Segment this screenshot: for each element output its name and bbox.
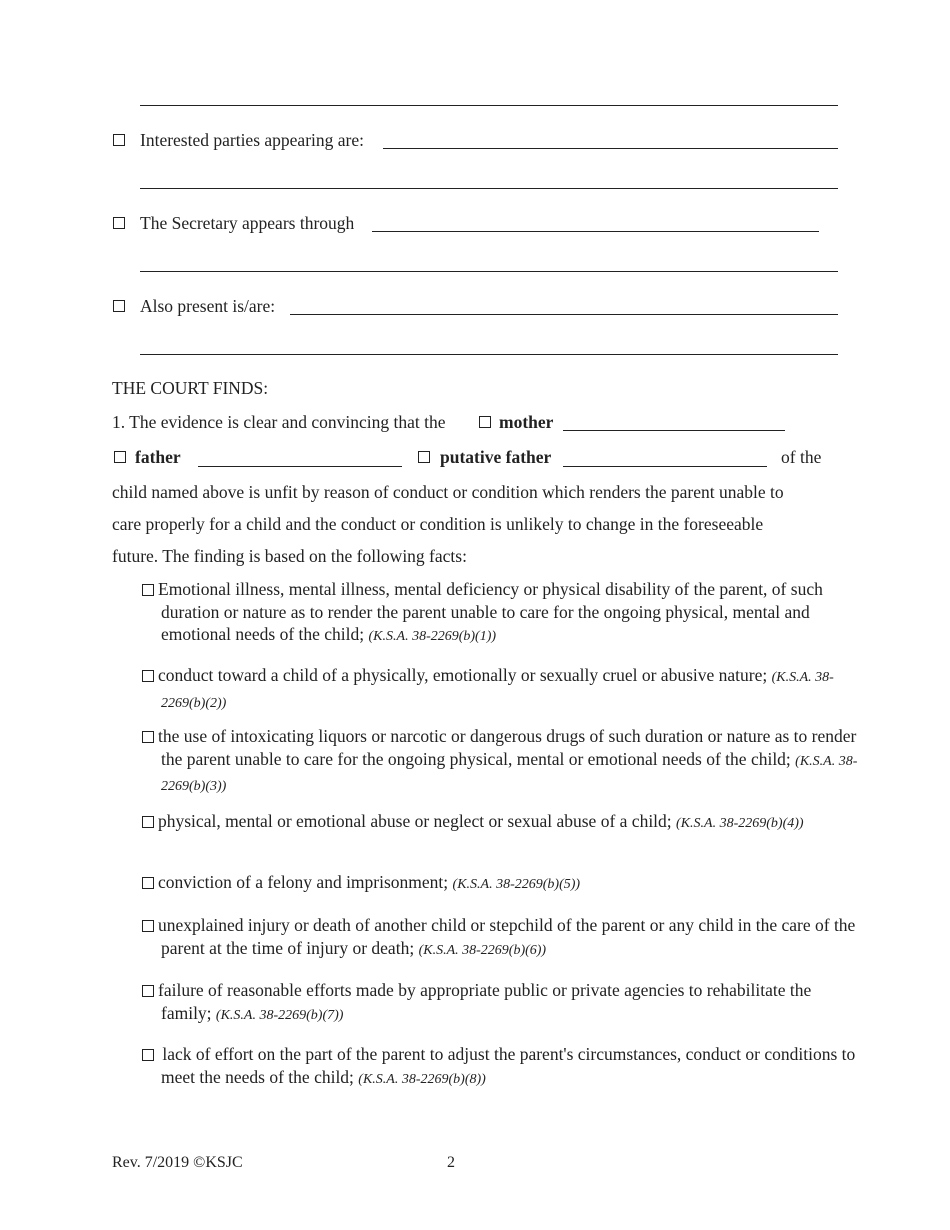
also-present-label: Also present is/are: xyxy=(140,296,276,316)
interested-parties-line[interactable] xyxy=(383,148,838,149)
fact-checkbox-4[interactable] xyxy=(142,816,154,828)
secretary-checkbox[interactable] xyxy=(113,217,125,229)
mother-label: mother xyxy=(499,412,554,432)
mother-line[interactable] xyxy=(563,430,785,431)
finding-1-line-3: child named above is unfit by reason of conduct or condition which renders the parent unable to xyxy=(112,482,784,502)
fact-checkbox-1[interactable] xyxy=(142,584,154,596)
interested-parties-checkbox[interactable] xyxy=(113,134,125,146)
interested-parties-line-2[interactable] xyxy=(140,188,838,189)
court-finds-heading: THE COURT FINDS: xyxy=(112,378,269,398)
also-present-line[interactable] xyxy=(290,314,838,315)
father-label: father xyxy=(135,447,181,467)
secretary-label: The Secretary appears through xyxy=(140,213,355,233)
footer-revision: Rev. 7/2019 ©KSJC xyxy=(112,1154,243,1171)
fact-item-6: unexplained injury or death of another child or stepchild of the parent or any child in the care of the parent at the time of injury or death; (K.S.A. 38-2269(b)(6)) xyxy=(142,914,861,962)
fact-item-1: Emotional illness, mental illness, mental deficiency or physical disability of the parent, of such duration or nature as to render the parent unable to care for the ongoing physical, mental and emotional needs of the child; (K.S.A. 38-2269(b)(1)) xyxy=(142,578,861,649)
finding-1-line-4: care properly for a child and the conduct or condition is unlikely to change in the foreseeable xyxy=(112,514,764,534)
fact-item-7: failure of reasonable efforts made by appropriate public or private agencies to rehabilitate the family; (K.S.A. 38-2269(b)(7)) xyxy=(142,979,861,1027)
fact-item-8: lack of effort on the part of the parent to adjust the parent's circumstances, conduct or conditions to meet the needs of the child; (K.S.A. 38-2269(b)(8)) xyxy=(142,1043,861,1091)
interested-parties-label: Interested parties appearing are: xyxy=(140,130,364,150)
secretary-line-2[interactable] xyxy=(140,271,838,272)
fact-checkbox-3[interactable] xyxy=(142,731,154,743)
of-the-text: of the xyxy=(781,447,822,467)
putative-father-label: putative father xyxy=(440,447,552,467)
page-number: 2 xyxy=(447,1154,455,1171)
putative-father-line[interactable] xyxy=(563,466,767,467)
fact-checkbox-6[interactable] xyxy=(142,920,154,932)
mother-checkbox[interactable] xyxy=(479,416,491,428)
also-present-line-2[interactable] xyxy=(140,354,838,355)
fact-item-4: physical, mental or emotional abuse or neglect or sexual abuse of a child; (K.S.A. 38-2269(b)(4)) xyxy=(142,810,861,836)
father-checkbox[interactable] xyxy=(114,451,126,463)
fact-item-2: conduct toward a child of a physically, emotionally or sexually cruel or abusive nature; (K.S.A. 38-2269(b)(2)) xyxy=(142,664,861,715)
father-line[interactable] xyxy=(198,466,402,467)
blank-line-top[interactable] xyxy=(140,105,838,106)
also-present-checkbox[interactable] xyxy=(113,300,125,312)
fact-checkbox-7[interactable] xyxy=(142,985,154,997)
fact-checkbox-2[interactable] xyxy=(142,670,154,682)
fact-checkbox-5[interactable] xyxy=(142,877,154,889)
finding-1-line-5: future. The finding is based on the following facts: xyxy=(112,546,467,566)
secretary-line[interactable] xyxy=(372,231,819,232)
putative-father-checkbox[interactable] xyxy=(418,451,430,463)
fact-checkbox-8[interactable] xyxy=(142,1049,154,1061)
finding-1-prefix: 1. The evidence is clear and convincing that the xyxy=(112,412,446,432)
fact-item-3: the use of intoxicating liquors or narcotic or dangerous drugs of such duration or nature as to render the parent unable to care for the ongoing physical, mental or emotional needs of the child; (K.S.A. 38-2269(b)(3)) xyxy=(142,725,861,799)
fact-item-5: conviction of a felony and imprisonment; (K.S.A. 38-2269(b)(5)) xyxy=(142,871,861,897)
